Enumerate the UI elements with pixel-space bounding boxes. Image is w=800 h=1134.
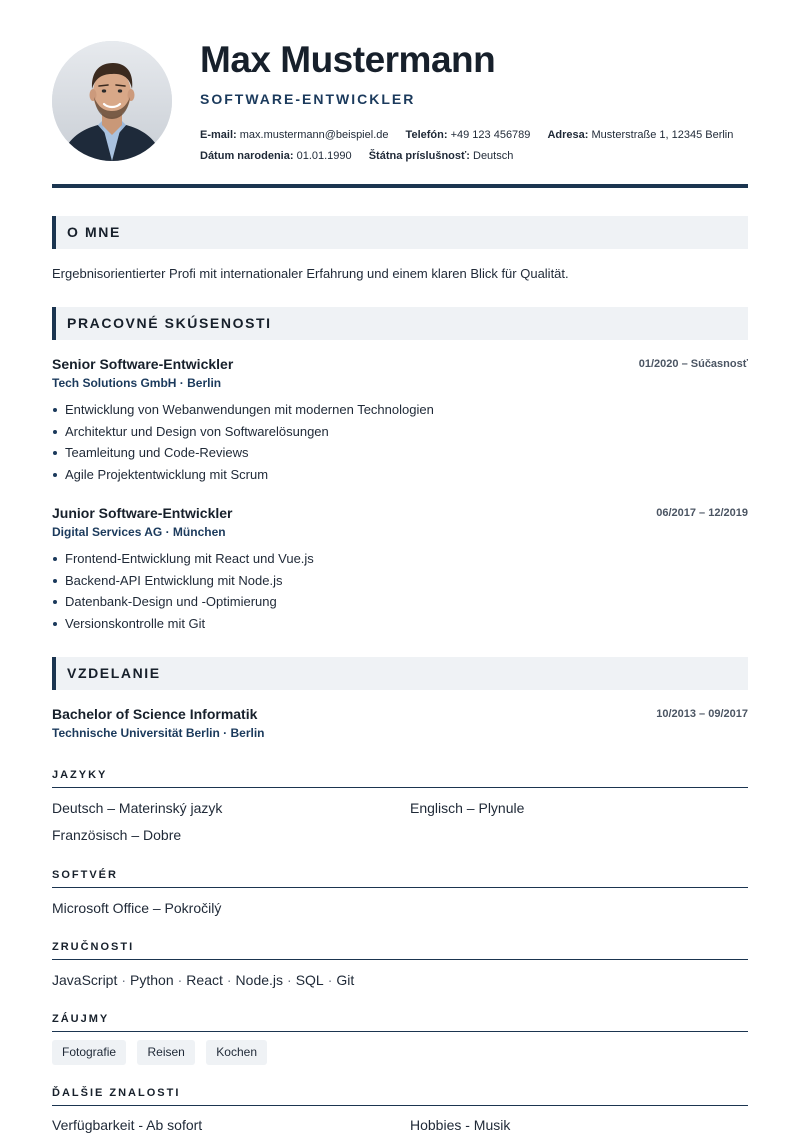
header-text-block bbox=[200, 38, 748, 167]
interest-tag: Kochen bbox=[206, 1040, 267, 1065]
experience-entry bbox=[52, 355, 748, 486]
candidate-name: Max Mustermann bbox=[200, 39, 496, 80]
contact-row-1 bbox=[200, 125, 748, 146]
bullet-item: Datenbank-Design und -Optimierung bbox=[52, 591, 748, 613]
software-item: Microsoft Office – Pokročilý bbox=[52, 900, 222, 916]
education-school: Technische Universität Berlin · Berlin bbox=[52, 726, 265, 740]
experience-bullets bbox=[52, 548, 748, 635]
skill-separator: · bbox=[327, 972, 333, 988]
interest-tag: Reisen bbox=[137, 1040, 194, 1065]
section-heading-interests: ZÁUJMY bbox=[52, 1012, 748, 1032]
bullet-item: Entwicklung von Webanwendungen mit modernen Technologien bbox=[52, 399, 748, 421]
section-heading-skills: ZRUČNOSTI bbox=[52, 940, 748, 960]
profile-photo-image bbox=[52, 41, 172, 161]
education-degree: Bachelor of Science Informatik bbox=[52, 706, 258, 722]
skill-item: Git bbox=[336, 972, 355, 988]
experience-entry bbox=[52, 504, 748, 635]
contact-details bbox=[200, 125, 748, 167]
skill-item: React bbox=[186, 972, 223, 988]
skill-separator: · bbox=[121, 972, 127, 988]
bullet-item: Architektur und Design von Softwarelösungen bbox=[52, 421, 748, 443]
skills-list bbox=[52, 971, 354, 989]
education-date: 10/2013 – 09/2017 bbox=[656, 708, 748, 720]
bullet-item: Backend-API Entwicklung mit Node.js bbox=[52, 570, 748, 592]
section-heading-about: O MNE bbox=[52, 216, 748, 249]
bullet-item: Agile Projektentwicklung mit Scrum bbox=[52, 464, 748, 486]
experience-date: 06/2017 – 12/2019 bbox=[656, 507, 748, 519]
language-item: Französisch – Dobre bbox=[52, 827, 182, 843]
section-heading-education: VZDELANIE bbox=[52, 657, 748, 690]
experience-company: Tech Solutions GmbH · Berlin bbox=[52, 376, 222, 390]
language-item: Englisch – Plynule bbox=[410, 800, 525, 816]
bullet-item: Teamleitung und Code-Reviews bbox=[52, 442, 748, 464]
contact-phone-label: Telefón: bbox=[405, 129, 448, 141]
contact-phone bbox=[406, 125, 531, 146]
experience-title: Junior Software-Entwickler bbox=[52, 505, 233, 521]
skill-item: SQL bbox=[295, 972, 324, 988]
interest-tag: Fotografie bbox=[52, 1040, 126, 1065]
cv-header bbox=[52, 0, 748, 188]
skill-item: Python bbox=[130, 972, 174, 988]
experience-date: 01/2020 – Súčasnosť bbox=[638, 358, 748, 370]
about-text: Ergebnisorientierter Profi mit internationaler Erfahrung und einem klaren Blick für Qualität. bbox=[52, 266, 569, 281]
language-item: Deutsch – Materinský jazyk bbox=[52, 800, 223, 816]
bullet-item: Versionskontrolle mit Git bbox=[52, 613, 748, 635]
experience-bullets bbox=[52, 399, 748, 486]
skill-item: JavaScript bbox=[52, 972, 118, 988]
interests-tags bbox=[52, 1040, 274, 1065]
contact-email bbox=[200, 125, 388, 146]
contact-birthdate-label: Dátum narodenia: bbox=[200, 150, 294, 162]
other-knowledge-item: Verfügbarkeit - Ab sofort bbox=[52, 1117, 203, 1133]
experience-company: Digital Services AG · München bbox=[52, 525, 226, 539]
skill-separator: · bbox=[177, 972, 183, 988]
profile-photo bbox=[52, 41, 172, 161]
section-heading-languages: JAZYKY bbox=[52, 768, 748, 788]
contact-address-label: Adresa: bbox=[547, 129, 589, 141]
skill-item: Node.js bbox=[235, 972, 284, 988]
section-heading-other: ĎALŠIE ZNALOSTI bbox=[52, 1086, 748, 1106]
skill-separator: · bbox=[226, 972, 232, 988]
bullet-item: Frontend-Entwicklung mit React und Vue.js bbox=[52, 548, 748, 570]
contact-email-label: E-mail: bbox=[200, 129, 237, 141]
contact-email-value: max.mustermann@beispiel.de bbox=[239, 129, 389, 141]
contact-address bbox=[547, 125, 733, 146]
contact-row-2 bbox=[200, 146, 748, 167]
contact-nationality-value: Deutsch bbox=[473, 150, 514, 162]
contact-nationality bbox=[369, 146, 514, 167]
contact-birthdate-value: 01.01.1990 bbox=[296, 150, 352, 162]
job-title: SOFTWARE-ENTWICKLER bbox=[200, 91, 416, 107]
contact-phone-value: +49 123 456789 bbox=[450, 129, 531, 141]
contact-nationality-label: Štátna príslušnosť: bbox=[368, 150, 470, 162]
experience-title: Senior Software-Entwickler bbox=[52, 356, 234, 372]
contact-address-value: Musterstraße 1, 12345 Berlin bbox=[591, 129, 734, 141]
section-heading-software: SOFTVÉR bbox=[52, 868, 748, 888]
section-heading-experience: PRACOVNÉ SKÚSENOSTI bbox=[52, 307, 748, 340]
other-knowledge-item: Hobbies - Musik bbox=[410, 1117, 511, 1133]
contact-birthdate bbox=[200, 146, 352, 167]
education-entry bbox=[52, 705, 748, 741]
skill-separator: · bbox=[287, 972, 292, 988]
